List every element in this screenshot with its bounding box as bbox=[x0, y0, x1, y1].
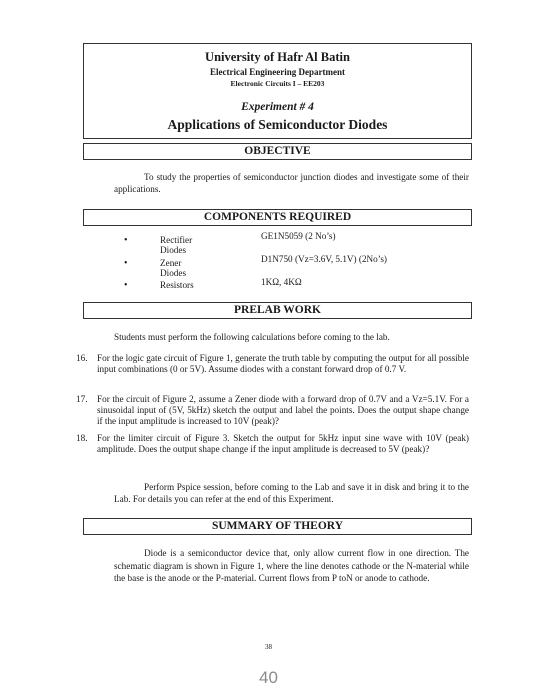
bullet: • bbox=[124, 235, 128, 246]
task-text: For the circuit of Figure 2, assume a Zener diode with a forward drop of 0.7V and a Vz=5.1V. For a sinusoidal input of (5V, 5kHz) sketch the output and label the points. Does the output shape change if the input amplitude is increased to 10V (peak)? bbox=[97, 394, 469, 426]
course-name: Electronic Circuits I – EE203 bbox=[230, 79, 325, 88]
task-number: 16. bbox=[76, 353, 88, 363]
objective-text: To study the properties of semiconductor junction diodes and investigate some of their applications. bbox=[114, 172, 469, 194]
theory-text: Diode is a semiconductor device that, only allow current flow in one direction. The schematic diagram is shown in Figure 1, where the line denotes cathode or the N-material while the base is the anode or the P-material. Current flows from P toN or anode to cathode. bbox=[114, 548, 469, 583]
department-name: Electrical Engineering Department bbox=[210, 67, 345, 77]
component-name: Zener Diodes bbox=[160, 258, 187, 278]
prelab-heading: PRELAB WORK bbox=[83, 302, 472, 319]
university-name: University of Hafr Al Batin bbox=[205, 50, 350, 64]
experiment-number: Experiment # 4 bbox=[241, 101, 314, 113]
experiment-title: Applications of Semiconductor Diodes bbox=[167, 117, 388, 132]
components-heading: COMPONENTS REQUIRED bbox=[83, 209, 472, 226]
component-name: Resistors bbox=[160, 280, 194, 290]
task-text: For the logic gate circuit of Figure 1, generate the truth table by computing the output for all possible input combinations (0 or 5V). Assume diodes with a constant forward drop of 0.7 V. bbox=[97, 353, 469, 374]
theory-heading: SUMMARY OF THEORY bbox=[83, 518, 472, 535]
printed-page-number: 38 bbox=[265, 643, 272, 651]
task-number: 17. bbox=[76, 394, 88, 404]
viewer-page-indicator: 40 bbox=[259, 668, 278, 687]
prelab-intro: Students must perform the following calculations before coming to the lab. bbox=[114, 332, 390, 342]
component-name: Rectifier Diodes bbox=[160, 235, 193, 255]
document-header bbox=[83, 43, 472, 139]
pspice-note: Perform Pspice session, before coming to the Lab and save it in disk and bring it to the Lab. For details you can refer at the end of this Experiment. bbox=[114, 482, 469, 504]
objective-heading: OBJECTIVE bbox=[83, 143, 472, 160]
component-spec: D1N750 (Vz=3.6V, 5.1V) (2No’s) bbox=[261, 254, 387, 264]
component-spec: 1KΩ, 4KΩ bbox=[261, 277, 302, 287]
task-text: For the limiter circuit of Figure 3. Sketch the output for 5kHz input sine wave with 10V (peak) amplitude. Does the output shape change if the input amplitude is decreased to 5V (peak)? bbox=[97, 433, 469, 454]
bullet: • bbox=[124, 280, 128, 291]
task-number: 18. bbox=[76, 433, 88, 443]
bullet: • bbox=[124, 258, 128, 269]
component-spec: GE1N5059 (2 No’s) bbox=[261, 231, 336, 241]
